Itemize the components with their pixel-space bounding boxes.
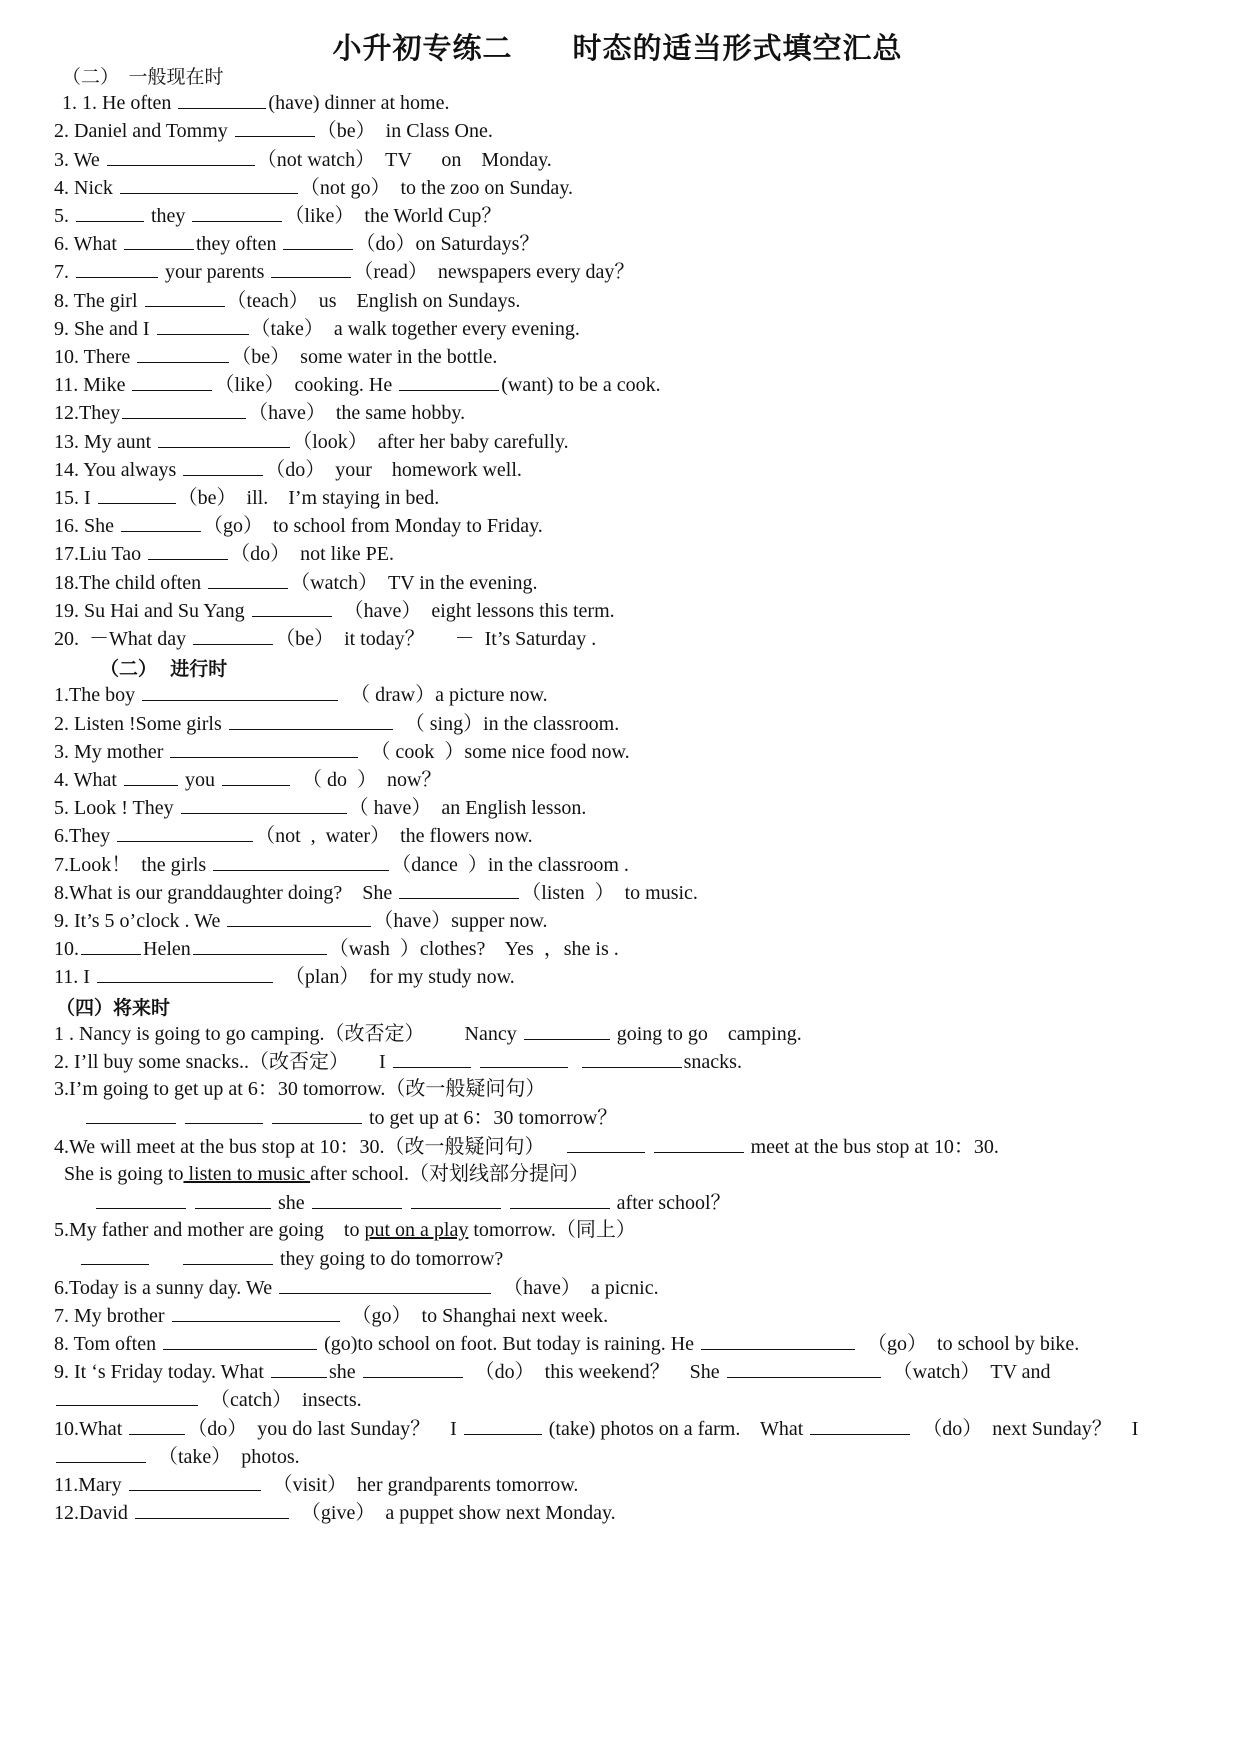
exercise-text: 9. She and I: [54, 317, 155, 340]
exercise-text: （go） to Shanghai next week.: [341, 1304, 609, 1327]
exercise-text: （do） you do last Sunday？ I: [187, 1417, 462, 1440]
exercise-text: you: [179, 769, 220, 791]
exercise-text: （give） a puppet show next Monday.: [290, 1502, 616, 1525]
exercise-text: （catch） insects.: [200, 1389, 362, 1412]
exercise-text: 2. Listen !Some girls: [54, 712, 227, 735]
answer-blank[interactable]: [393, 1049, 471, 1068]
exercise-text: （be） ill. I’m staying in bed.: [177, 487, 440, 509]
exercise-text: （listen ） to music.: [521, 881, 698, 904]
exercise-text: (want) to be a cook.: [501, 374, 661, 397]
exercise-line: [54, 203, 501, 228]
exercise-text: （not watch） TV on Monday.: [256, 148, 552, 171]
exercise-text: 16. She: [54, 515, 119, 538]
exercise-text: （do） your homework well.: [265, 458, 522, 481]
section-heading: （四）将来时: [56, 996, 171, 1019]
exercise-text: （watch） TV in the evening.: [290, 571, 538, 594]
answer-blank[interactable]: [654, 1134, 744, 1153]
exercise-line: [54, 372, 661, 397]
exercise-text: she: [273, 1192, 310, 1214]
exercise-text: （have）supper now.: [373, 910, 548, 932]
exercise-text: （ have） an English lesson.: [348, 797, 587, 820]
exercise-line: [54, 513, 543, 538]
exercise-text: （look） after her baby carefully.: [292, 430, 569, 453]
answer-blank[interactable]: [271, 1359, 327, 1378]
exercise-text: （teach） us English on Sundays.: [226, 289, 521, 312]
answer-blank[interactable]: [411, 1190, 501, 1209]
exercise-text: （take） photos.: [148, 1445, 300, 1468]
answer-blank[interactable]: [122, 400, 246, 419]
exercise-text: [265, 1107, 270, 1129]
exercise-text: 10.: [54, 938, 79, 961]
exercise-text: 20. －What day: [54, 628, 192, 650]
answer-blank[interactable]: [252, 598, 332, 617]
exercise-text: （ cook ）some nice food now.: [360, 740, 630, 763]
exercise-text: she: [328, 1361, 361, 1384]
answer-blank[interactable]: [464, 1416, 542, 1435]
answer-blank[interactable]: [399, 372, 499, 391]
answer-blank[interactable]: [272, 1105, 362, 1124]
exercise-line: [54, 1303, 608, 1328]
exercise-text: [54, 1248, 79, 1270]
answer-blank[interactable]: [183, 1246, 273, 1265]
answer-blank[interactable]: [86, 1105, 176, 1124]
answer-blank[interactable]: [510, 1190, 610, 1209]
exercise-text: tomorrow.（同上）: [468, 1219, 636, 1242]
exercise-text: to get up at 6：30 tomorrow？: [364, 1107, 618, 1130]
answer-blank[interactable]: [56, 1444, 146, 1463]
exercise-line: [54, 598, 615, 623]
exercise-text: 7.: [54, 261, 74, 284]
exercise-text: 1 . Nancy is going to go camping.（改否定） Nancy: [54, 1022, 522, 1045]
exercise-text: （be） it today？ － It’s Saturday .: [275, 628, 597, 650]
answer-blank[interactable]: [137, 344, 229, 363]
exercise-text: after school？: [611, 1192, 731, 1214]
exercise-text: 9. It’s 5 o’clock . We: [54, 910, 226, 932]
answer-blank[interactable]: [107, 147, 255, 166]
exercise-text: going to go camping.: [611, 1022, 802, 1045]
exercise-text: after school.（对划线部分提问）: [310, 1162, 589, 1185]
exercise-text: 3. We: [54, 148, 105, 171]
answer-blank[interactable]: [129, 1416, 185, 1435]
exercise-text: 12.They: [54, 402, 121, 425]
exercise-line: [54, 711, 619, 736]
answer-blank[interactable]: [129, 1472, 261, 1491]
answer-blank[interactable]: [172, 1303, 340, 1322]
answer-blank[interactable]: [524, 1021, 610, 1040]
exercise-line: [54, 964, 515, 989]
answer-blank[interactable]: [222, 767, 290, 786]
answer-blank[interactable]: [312, 1190, 402, 1209]
exercise-text: 5.My father and mother are going to: [54, 1219, 365, 1242]
answer-blank[interactable]: [399, 880, 519, 899]
exercise-line: [54, 1359, 1051, 1384]
exercise-text: （not , water） the flowers now.: [255, 825, 533, 848]
exercise-text: (take) photos on a farm. What: [543, 1417, 809, 1440]
exercise-line: [54, 231, 539, 256]
answer-blank[interactable]: [271, 259, 351, 278]
exercise-text: your parents: [160, 261, 270, 284]
exercise-line: [54, 288, 520, 313]
exercise-line: [54, 485, 439, 510]
exercise-line: [54, 1275, 659, 1300]
answer-blank[interactable]: [567, 1134, 645, 1153]
exercise-line: [54, 316, 580, 341]
answer-blank[interactable]: [235, 118, 315, 137]
exercise-text: （have） the same hobby.: [248, 402, 466, 425]
exercise-line: [54, 767, 441, 792]
exercise-text: 5.: [54, 205, 74, 227]
exercise-text: （plan） for my study now.: [274, 966, 515, 989]
exercise-text: 17.Liu Tao: [54, 543, 147, 566]
answer-blank[interactable]: [76, 259, 158, 278]
exercise-line: [54, 852, 629, 877]
answer-blank[interactable]: [145, 288, 225, 307]
answer-blank[interactable]: [195, 1190, 271, 1209]
exercise-text: they going to do tomorrow?: [275, 1248, 504, 1271]
exercise-line: [54, 344, 497, 369]
exercise-text: She is going to: [54, 1162, 184, 1185]
underlined-phrase: put on a play: [364, 1219, 469, 1242]
exercise-text: 8.What is our granddaughter doing? She: [54, 881, 398, 904]
exercise-line: [54, 570, 538, 595]
exercise-text: 10. There: [54, 346, 136, 368]
exercise-line: [54, 147, 552, 172]
exercise-text: 3. My mother: [54, 740, 169, 763]
exercise-text: （take） a walk together every evening.: [250, 317, 580, 340]
section-heading: （二） 进行时: [100, 658, 228, 681]
exercise-text: （dance ）in the classroom .: [391, 853, 629, 876]
answer-blank[interactable]: [192, 203, 282, 222]
exercise-text: 2. I’ll buy some snacks..（改否定） I: [54, 1051, 391, 1073]
exercise-text: （be） in Class One.: [316, 120, 493, 143]
exercise-line: [54, 400, 465, 425]
exercise-line: [54, 1190, 731, 1215]
answer-blank[interactable]: [480, 1049, 568, 1068]
exercise-text: （have） eight lessons this term.: [333, 599, 615, 622]
exercise-text: （like） the World Cup？: [284, 205, 502, 227]
answer-blank[interactable]: [124, 767, 178, 786]
exercise-text: （watch） TV and: [882, 1361, 1051, 1384]
answer-blank[interactable]: [208, 570, 288, 589]
exercise-text: （ draw）a picture now.: [340, 684, 548, 707]
exercise-text: （do）on Saturdays？: [355, 233, 540, 256]
exercise-text: [178, 1107, 183, 1129]
exercise-text: （go） to school from Monday to Friday.: [203, 515, 543, 538]
answer-blank[interactable]: [178, 90, 266, 109]
exercise-text: 11. I: [54, 966, 95, 989]
exercise-text: （be） some water in the bottle.: [231, 346, 498, 368]
answer-blank[interactable]: [56, 1387, 198, 1406]
answer-blank[interactable]: [727, 1359, 881, 1378]
section-heading: （二） 一般现在时: [62, 66, 224, 88]
exercise-line: [54, 739, 630, 764]
exercise-text: （do） not like PE.: [230, 543, 394, 566]
exercise-line: [54, 1472, 578, 1497]
exercise-line: [54, 1500, 616, 1525]
answer-blank[interactable]: [181, 795, 347, 814]
exercise-line: [54, 1331, 1079, 1356]
exercise-text: （do） this weekend？ She: [464, 1361, 725, 1384]
exercise-text: （do） next Sunday？ I: [912, 1417, 1139, 1440]
exercise-text: （ do ） now？: [291, 769, 442, 791]
answer-blank[interactable]: [701, 1331, 855, 1350]
answer-blank[interactable]: [132, 372, 212, 391]
exercise-line: [54, 1021, 802, 1046]
answer-blank[interactable]: [183, 457, 263, 476]
answer-blank[interactable]: [76, 203, 144, 222]
exercise-line: [54, 175, 573, 200]
exercise-line: [54, 626, 596, 651]
answer-blank[interactable]: [158, 429, 290, 448]
exercise-text: 14. You always: [54, 458, 182, 481]
exercise-text: （have） a picnic.: [493, 1276, 659, 1299]
exercise-text: 1.The boy: [54, 684, 141, 707]
answer-blank[interactable]: [81, 1246, 149, 1265]
answer-blank[interactable]: [148, 541, 228, 560]
exercise-line: [54, 936, 619, 961]
exercise-text: snacks.: [683, 1051, 742, 1073]
answer-blank[interactable]: [142, 682, 338, 701]
answer-blank[interactable]: [97, 964, 273, 983]
answer-blank[interactable]: [810, 1416, 910, 1435]
exercise-line: [54, 1105, 617, 1130]
exercise-line: [54, 541, 394, 566]
exercise-line: [54, 1387, 362, 1412]
exercise-text: [503, 1192, 508, 1214]
exercise-line: [54, 259, 634, 284]
exercise-text: (go)to school on foot. But today is raining. He: [319, 1333, 700, 1355]
exercise-text: they: [146, 205, 191, 227]
exercise-text: 4. Nick: [54, 176, 118, 199]
exercise-text: 7.Look！ the girls: [54, 853, 212, 876]
exercise-text: 9. It ‘s Friday today. What: [54, 1361, 269, 1384]
exercise-text: 5. Look ! They: [54, 797, 179, 820]
answer-blank[interactable]: [213, 852, 389, 871]
exercise-text: 4. What: [54, 769, 122, 791]
answer-blank[interactable]: [81, 936, 141, 955]
exercise-text: Helen: [143, 938, 191, 961]
answer-blank[interactable]: [157, 316, 249, 335]
exercise-text: [647, 1136, 652, 1158]
exercise-text: 11. Mike: [54, 374, 131, 397]
answer-blank[interactable]: [121, 513, 201, 532]
answer-blank[interactable]: [227, 908, 371, 927]
exercise-line: [54, 908, 548, 933]
exercise-text: （go） to school by bike.: [857, 1333, 1080, 1355]
exercise-text: 1. 1. He often: [62, 92, 177, 115]
exercise-line: [54, 429, 569, 454]
exercise-text: [151, 1248, 181, 1270]
exercise-text: 7. My brother: [54, 1304, 170, 1327]
answer-blank[interactable]: [363, 1359, 463, 1378]
exercise-text: [570, 1051, 580, 1073]
answer-blank[interactable]: [98, 485, 176, 504]
underlined-phrase: listen to music: [183, 1162, 311, 1185]
exercise-line: [54, 1077, 545, 1101]
exercise-text: 6.Today is a sunny day. We: [54, 1276, 278, 1299]
exercise-text: （wash ）clothes? Yes ，she is .: [328, 938, 619, 961]
answer-blank[interactable]: [96, 1190, 186, 1209]
exercise-text: 18.The child often: [54, 571, 207, 594]
answer-blank[interactable]: [170, 739, 358, 758]
exercise-text: meet at the bus stop at 10：30.: [745, 1135, 999, 1158]
exercise-line: [54, 1218, 636, 1242]
answer-blank[interactable]: [124, 231, 194, 250]
answer-blank[interactable]: [117, 823, 253, 842]
answer-blank[interactable]: [163, 1331, 317, 1350]
exercise-text: 8. Tom often: [54, 1333, 162, 1355]
answer-blank[interactable]: [193, 626, 273, 645]
exercise-line: [54, 1416, 1138, 1441]
exercise-line: [54, 118, 493, 143]
answer-blank[interactable]: [185, 1105, 263, 1124]
exercise-text: （ sing）in the classroom.: [394, 712, 620, 735]
answer-blank[interactable]: [120, 175, 298, 194]
exercise-line: [54, 823, 533, 848]
exercise-text: 4.We will meet at the bus stop at 10：30.（改一般疑问句）: [54, 1135, 565, 1158]
exercise-text: [473, 1051, 478, 1073]
exercise-text: （visit） her grandparents tomorrow.: [262, 1474, 579, 1496]
exercise-text: 8. The girl: [54, 289, 143, 312]
exercise-text: [188, 1192, 193, 1214]
exercise-text: （read） newspapers every day？: [353, 261, 635, 284]
exercise-text: 10.What: [54, 1417, 128, 1440]
exercise-text: 15. I: [54, 487, 96, 509]
page-title: 小升初专练二 时态的适当形式填空汇总: [332, 31, 903, 65]
exercise-text: 12.David: [54, 1502, 133, 1525]
exercise-line: [54, 880, 698, 905]
exercise-text: 6. What: [54, 233, 122, 256]
exercise-text: 19. Su Hai and Su Yang: [54, 599, 250, 622]
exercise-line: [54, 1049, 742, 1074]
exercise-line: [54, 1246, 503, 1271]
answer-blank[interactable]: [279, 1275, 491, 1294]
exercise-text: [404, 1192, 409, 1214]
exercise-line: [54, 682, 548, 707]
exercise-text: [54, 1107, 84, 1129]
exercise-text: 3.I’m going to get up at 6：30 tomorrow.（改一般疑问句）: [54, 1078, 546, 1101]
answer-blank[interactable]: [283, 231, 353, 250]
answer-blank[interactable]: [229, 711, 393, 730]
exercise-text: 2. Daniel and Tommy: [54, 120, 233, 143]
exercise-line: [54, 1134, 999, 1159]
exercise-text: they often: [195, 233, 282, 256]
exercise-text: [54, 1192, 94, 1214]
exercise-text: (have) dinner at home.: [268, 92, 450, 115]
exercise-text: （not go） to the zoo on Sunday.: [299, 176, 574, 199]
exercise-line: [54, 457, 522, 482]
exercise-text: （like） cooking. He: [214, 374, 398, 397]
exercise-line: [54, 1444, 300, 1469]
answer-blank[interactable]: [582, 1049, 682, 1068]
exercise-text: 11.Mary: [54, 1474, 127, 1496]
exercise-line: [54, 795, 586, 820]
exercise-text: 6.They: [54, 825, 116, 848]
exercise-text: 13. My aunt: [54, 430, 157, 453]
exercise-line: [54, 1162, 589, 1186]
answer-blank[interactable]: [193, 936, 327, 955]
answer-blank[interactable]: [135, 1500, 289, 1519]
exercise-line: [62, 90, 449, 115]
